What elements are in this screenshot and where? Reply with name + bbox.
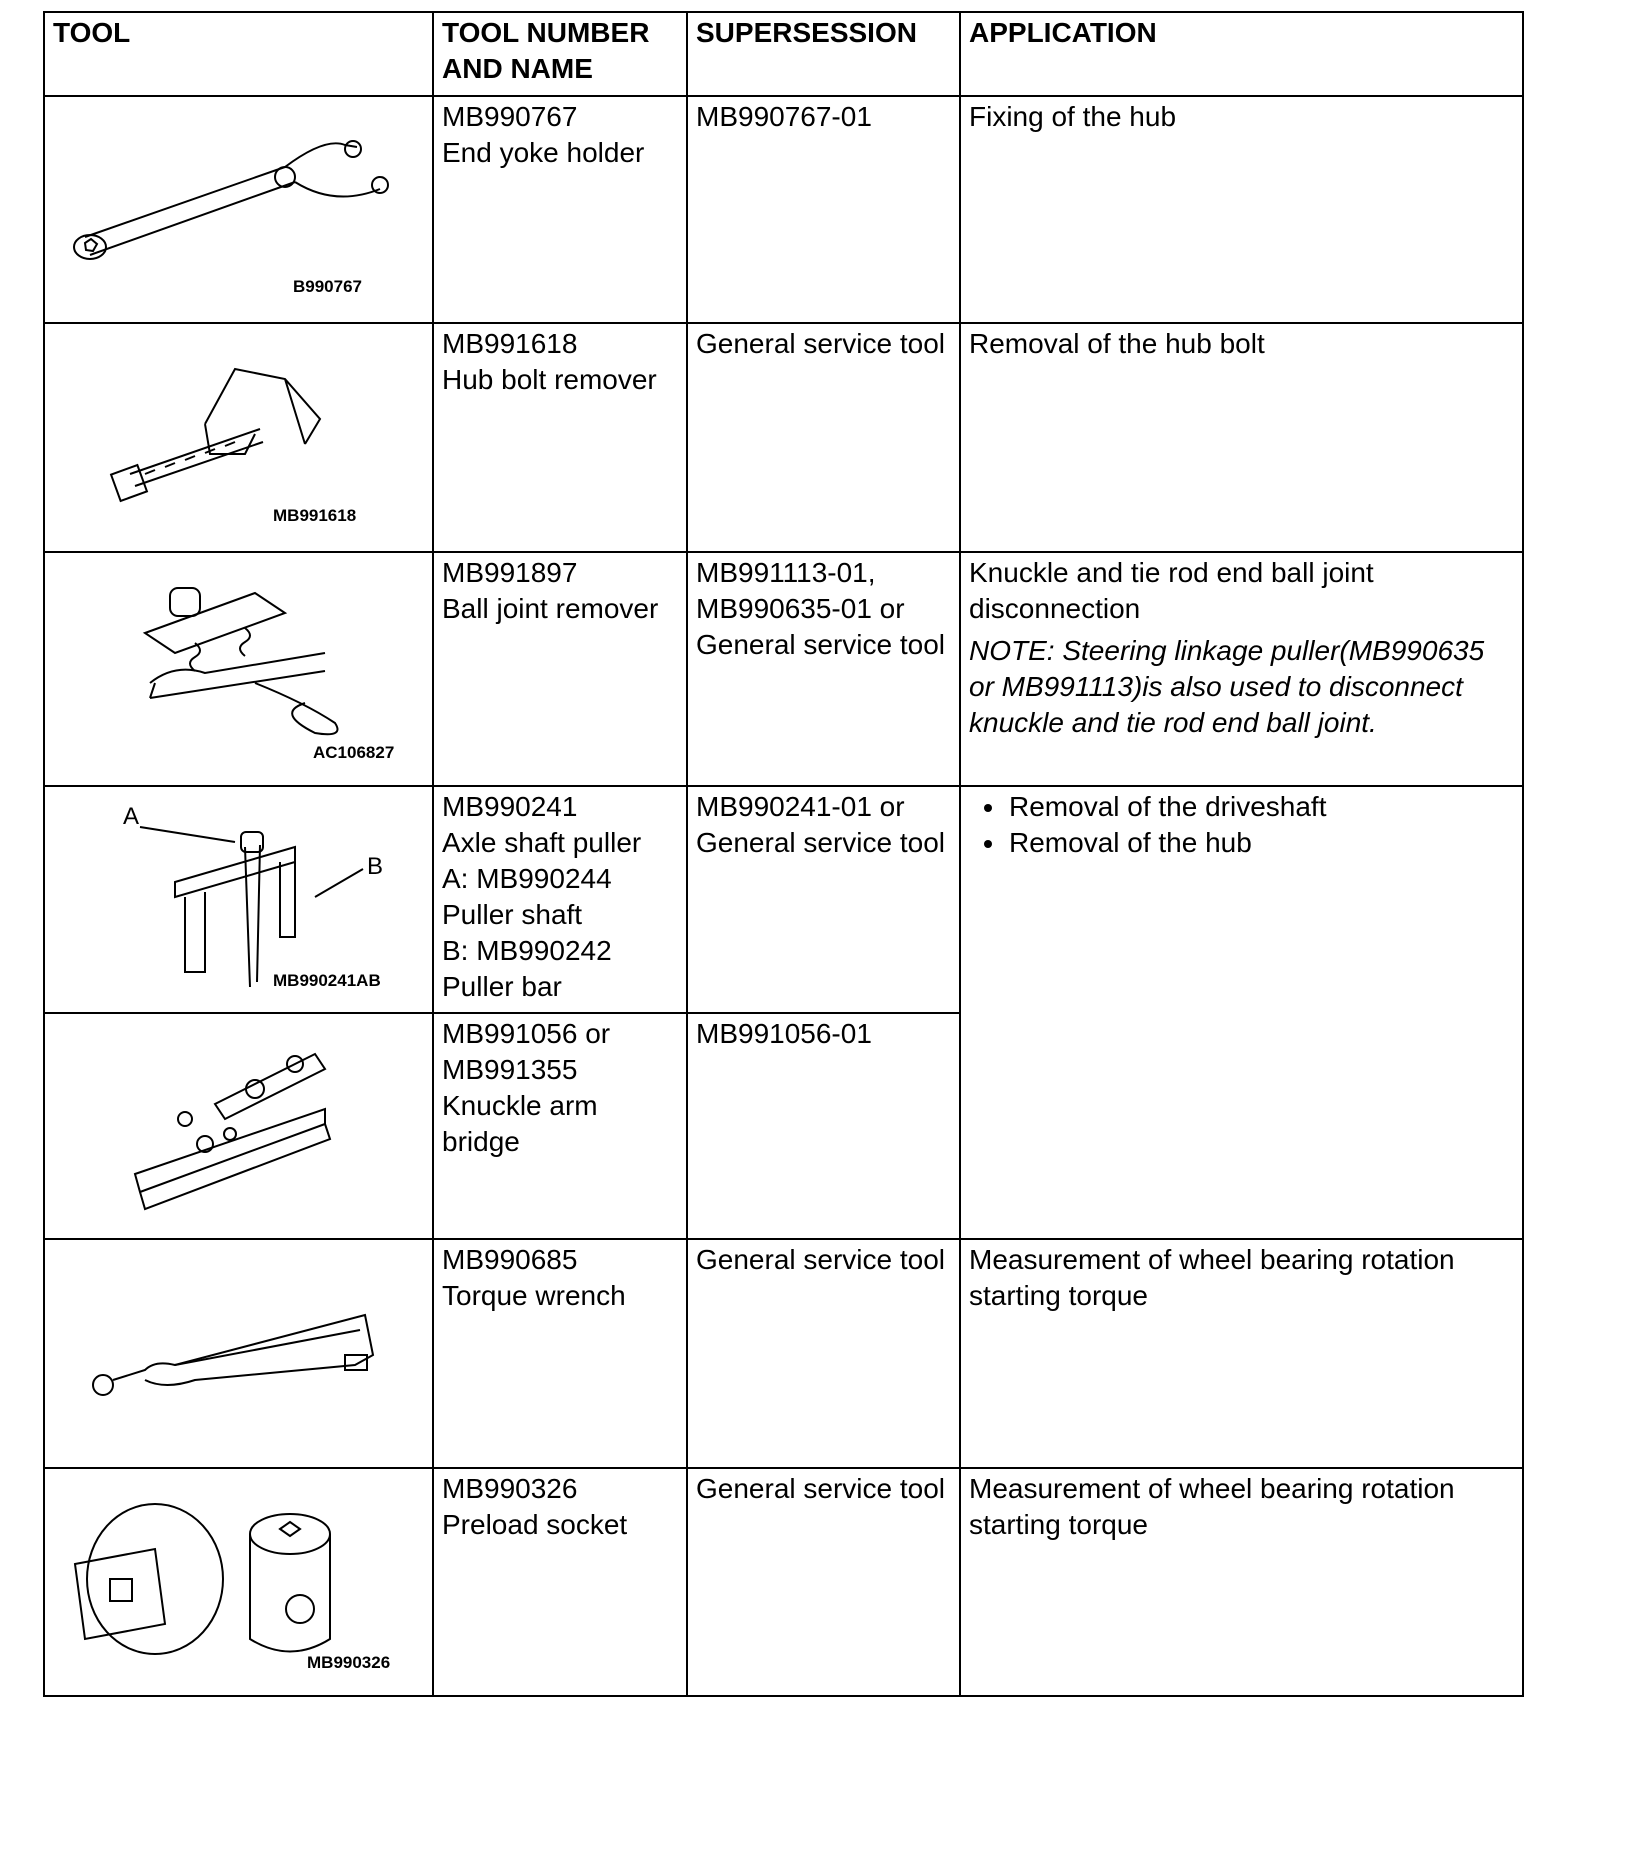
part-a-number: A: MB990244 (442, 863, 612, 894)
supersession-cell: MB990767-01 (687, 96, 960, 323)
tool-number-cell (433, 323, 687, 552)
list-item: • Removal of the driveshaft (1007, 789, 1514, 825)
tool-number: MB990685 (442, 1244, 578, 1275)
application-note: NOTE: Steering linkage puller(MB990635 or MB991113)is also used to disconnect knuckle and tie rod end ball joint. (969, 635, 1485, 738)
table-row (44, 1239, 1523, 1468)
tool-code-label: MB990326 (307, 1653, 391, 1672)
tool-number-cell (433, 786, 687, 1013)
header-application: APPLICATION (960, 12, 1523, 96)
special-tools-table (43, 11, 1524, 1697)
tool-name: Ball joint remover (442, 593, 659, 624)
tool-number: MB991618 (442, 328, 578, 359)
part-b-number: B: MB990242 (442, 935, 612, 966)
part-b-name: Puller bar (442, 971, 562, 1002)
table-row (44, 323, 1523, 552)
tool-number: MB990767 (442, 101, 578, 132)
knuckle-arm-bridge-icon (45, 1014, 415, 1240)
supersession-cell: MB990241-01 or General service tool (687, 786, 960, 1013)
tool-illustration-end-yoke-holder (44, 96, 433, 323)
tool-number-cell (433, 96, 687, 323)
application-cell (960, 786, 1523, 1239)
hub-bolt-remover-icon (45, 324, 415, 553)
tool-illustration-preload-socket (44, 1468, 433, 1696)
tool-name: End yoke holder (442, 137, 645, 168)
header-supersession: SUPERSESSION (687, 12, 960, 96)
tool-illustration-ball-joint-remover (44, 552, 433, 786)
tool-name: Hub bolt remover (442, 364, 657, 395)
table-row (44, 552, 1523, 786)
table-row (44, 96, 1523, 323)
application-cell: Measurement of wheel bearing rotation starting torque (960, 1468, 1523, 1696)
tool-illustration-knuckle-arm-bridge (44, 1013, 433, 1239)
tool-name: Axle shaft puller (442, 827, 642, 858)
header-tool-number: TOOL NUMBER AND NAME (433, 12, 687, 96)
torque-wrench-icon (45, 1240, 415, 1469)
tool-number-cell (433, 1239, 687, 1468)
header-tool: TOOL (44, 12, 433, 96)
tool-number: MB991897 (442, 557, 578, 588)
supersession-cell: MB991113-01, MB990635-01 or General service tool (687, 552, 960, 786)
tool-code-label: MB990241AB (273, 971, 381, 990)
tool-illustration-torque-wrench (44, 1239, 433, 1468)
application-cell: Removal of the hub bolt (960, 323, 1523, 552)
tool-name: Preload socket (442, 1509, 628, 1540)
tool-number: MB991056 or MB991355 (442, 1018, 611, 1085)
tool-code-label: AC106827 (313, 743, 395, 762)
tool-number-cell (433, 1013, 687, 1239)
tool-name: Knuckle arm bridge (442, 1090, 598, 1157)
header-row (44, 12, 1523, 96)
application-cell (960, 552, 1523, 786)
tool-name: Torque wrench (442, 1280, 626, 1311)
tool-code-label: MB991618 (273, 506, 357, 525)
tool-illustration-axle-shaft-puller (44, 786, 433, 1013)
application-cell: Fixing of the hub (960, 96, 1523, 323)
tool-code-label: B990767 (293, 277, 363, 296)
application-list (969, 789, 1514, 861)
tool-number-cell (433, 552, 687, 786)
list-item: • Removal of the hub (1007, 825, 1514, 861)
table-row (44, 786, 1523, 1013)
callout-b: B (367, 853, 384, 880)
tool-illustration-hub-bolt-remover (44, 323, 433, 552)
supersession-cell: General service tool (687, 323, 960, 552)
part-a-name: Puller shaft (442, 899, 583, 930)
tool-number-cell (433, 1468, 687, 1696)
supersession-cell: General service tool (687, 1239, 960, 1468)
tool-number: MB990241 (442, 791, 578, 822)
supersession-cell: MB991056-01 (687, 1013, 960, 1239)
callout-a: A (123, 803, 140, 830)
table-row (44, 1468, 1523, 1696)
supersession-cell: General service tool (687, 1468, 960, 1696)
application-cell: Measurement of wheel bearing rotation starting torque (960, 1239, 1523, 1468)
tool-number: MB990326 (442, 1473, 578, 1504)
application-text: Knuckle and tie rod end ball joint disconnection (969, 557, 1374, 624)
